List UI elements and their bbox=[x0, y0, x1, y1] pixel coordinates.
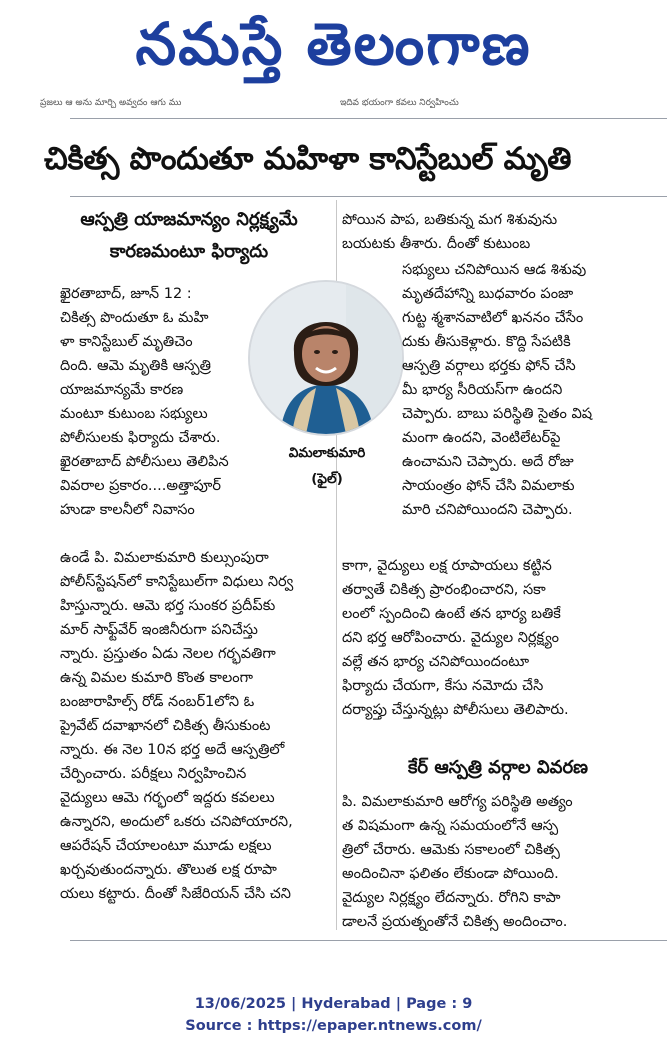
text-line: ఆపరేషన్ చేయాలంటూ మూడు లక్షలు bbox=[60, 838, 272, 854]
text-line: ఉండే పి. విమలాకుమారి కుల్సుంపురా bbox=[60, 550, 269, 566]
strip-text-right: ఇదివ భయంగా కవలు నిర్వహించు bbox=[340, 98, 459, 108]
text-line: లంలో స్పందించి ఉంటే తన భార్య బతికే bbox=[342, 606, 561, 622]
text-line: మృతదేహాన్ని బుధవారం పంజా bbox=[402, 286, 574, 302]
text-line: హుడా కాలనీలో నివాసం bbox=[60, 502, 195, 518]
footer-source-line: Source : https://epaper.ntnews.com/ bbox=[185, 1018, 482, 1034]
care-hospital-subheading: కేర్ ఆస్పత్రి వర్గాల వివరణ bbox=[407, 757, 589, 778]
photo-caption-file: (ఫైల్) bbox=[311, 471, 343, 487]
text-line: దుకు తీసుకెళ్లారు. కొద్ది సేపటికి bbox=[402, 334, 571, 350]
text-line: ఖైరతాబాద్ పోలీసులు తెలిపిన bbox=[60, 454, 229, 470]
text-line: చెప్పారు. బాబు పరిస్థితి సైతం విష bbox=[402, 406, 593, 422]
text-line: మార్ సాఫ్ట్‌వేర్ ఇంజినీరుగా పనిచేస్తు bbox=[60, 622, 258, 638]
text-line: బంజారాహిల్స్ రోడ్ నంబర్1లోని ఓ bbox=[60, 694, 255, 710]
text-line: న్నారు. ప్రస్తుతం ఏడు నెలల గర్భవతిగా bbox=[60, 646, 276, 662]
person-illustration bbox=[250, 282, 402, 434]
bottom-divider bbox=[70, 940, 667, 941]
text-line: ఆస్పత్రి వర్గాలు భర్తకు ఫోన్ చేసి bbox=[402, 358, 576, 374]
text-line: త విషమంగా ఉన్న సమయంలోనే ఆస్ప bbox=[342, 818, 559, 834]
left-subheading bbox=[44, 204, 334, 268]
text-line: అందించినా ఫలితం లేకుండా పోయింది. bbox=[342, 866, 559, 882]
text-line: ఫిర్యాదు చేయగా, కేసు నమోదు చేసి bbox=[342, 678, 544, 694]
text-line: వైద్యుల నిర్లక్ష్యం లేదన్నారు. రోగిని కాపా bbox=[342, 890, 561, 906]
text-line: పోలీసులకు ఫిర్యాదు చేశారు. bbox=[60, 430, 221, 446]
text-line: దింది. ఆమె మృతికి ఆస్పత్రి bbox=[60, 358, 211, 374]
top-divider bbox=[70, 118, 667, 119]
text-line: తర్వాతే చికిత్స ప్రారంభించారని, సకా bbox=[342, 582, 546, 598]
text-line: ఉన్న విమల కుమారి కొంత కాలంగా bbox=[60, 670, 253, 686]
text-line: వైద్యులు ఆమె గర్భంలో ఇద్దరు కవలలు bbox=[60, 790, 275, 806]
text-line: దని భర్త ఆరోపించారు. వైద్యుల నిర్లక్ష్యం bbox=[342, 630, 559, 646]
text-line: మారి చనిపోయిందని చెప్పారు. bbox=[402, 502, 573, 518]
right-column-full bbox=[342, 554, 654, 722]
masthead bbox=[0, 0, 667, 88]
subheading-line-1: ఆస్పత్రి యాజమాన్యం నిర్లక్ష్యమే bbox=[80, 209, 298, 230]
text-line: ళా కానిస్టేబుల్ మృతిచెం bbox=[60, 334, 193, 350]
strip-text-left: ప్రజలు ఆ అను మార్చి అవ్వదం ఆగు ము bbox=[40, 98, 182, 108]
headline-divider bbox=[70, 196, 667, 197]
text-line: బయటకు తీశారు. దీంతో కుటుంబ bbox=[342, 236, 531, 252]
text-line: గుట్ట శ్మశానవాటిలో ఖననం చేసేం bbox=[402, 310, 584, 326]
photo-caption-name: విమలాకుమారి bbox=[288, 445, 366, 461]
right-column-after bbox=[342, 790, 654, 934]
right-subheading-block bbox=[342, 752, 654, 784]
text-line: న్నారు. ఈ నెల 10న భర్త అదే ఆస్పత్రిలో bbox=[60, 742, 285, 758]
text-line: యాజమాన్యమే కారణ bbox=[60, 382, 184, 398]
text-line: మంగా ఉందని, వెంటిలేటర్‌పై bbox=[402, 430, 561, 446]
left-column-full bbox=[60, 546, 332, 906]
text-line: హిస్తున్నారు. ఆమె భర్త సుంకర ప్రదీప్‌కు bbox=[60, 598, 276, 614]
subheading-line-2: కారణమంటూ ఫిర్యాదు bbox=[109, 241, 269, 262]
text-line: కాగా, వైద్యులు లక్ష రూపాయలు కట్టిన bbox=[342, 558, 552, 574]
text-line: దర్యాప్తు చేస్తున్నట్లు పోలీసులు తెలిపారు. bbox=[342, 702, 569, 718]
text-line: సాయంత్రం ఫోన్ చేసి విమలాకు bbox=[402, 478, 575, 494]
text-line: వల్లే తన భార్య చనిపోయిందంటూ bbox=[342, 654, 530, 670]
text-line: సభ్యులు చనిపోయిన ఆడ శిశువు bbox=[402, 262, 587, 278]
text-line: ఖర్చవుతుందన్నారు. తొలుత లక్ష రూపా bbox=[60, 862, 277, 878]
text-line: పి. విమలాకుమారి ఆరోగ్య పరిస్థితి అత్యం bbox=[342, 794, 573, 810]
article-headline: చికిత్స పొందుతూ మహిళా కానిస్టేబుల్ మృతి bbox=[44, 141, 572, 177]
text-line: మంటూ కుటుంబ సభ్యులు bbox=[60, 406, 208, 422]
text-line: చికిత్స పొందుతూ ఓ మహి bbox=[60, 310, 209, 326]
text-line: చేర్పించారు. పరీక్షలు నిర్వహించిన bbox=[60, 766, 247, 782]
left-column-narrow bbox=[60, 282, 250, 522]
text-line: మీ భార్య సీరియస్‌గా ఉందని bbox=[402, 382, 563, 398]
text-line: వివరాల ప్రకారం....అత్తాపూర్ bbox=[60, 478, 221, 494]
right-column-narrow bbox=[402, 258, 654, 522]
text-line: ఉంచామని చెప్పారు. అదే రోజు bbox=[402, 454, 574, 470]
text-line: డాలనే ప్రయత్నంతోనే చికిత్స అందించాం. bbox=[342, 914, 568, 930]
photo-caption bbox=[268, 440, 386, 492]
text-line: ప్రైవేట్ దవాఖానలో చికిత్స తీసుకుంట bbox=[60, 718, 271, 734]
previous-article-strip bbox=[40, 96, 610, 112]
text-line: యలు కట్టారు. దీంతో సిజేరియన్ చేసి చని bbox=[60, 886, 291, 902]
text-line: త్రిలో చేరారు. ఆమెకు సకాలంలో చికిత్స bbox=[342, 842, 560, 858]
portrait-photo bbox=[248, 280, 404, 436]
right-column-top bbox=[342, 208, 654, 256]
text-line: పోలీస్‌స్టేషన్‌లో కానిస్టేబుల్‌గా విధులు నిర్వ bbox=[60, 574, 294, 590]
text-line: పోయిన పాప, బతికున్న మగ శిశువును bbox=[342, 212, 558, 228]
text-line: ఖైరతాబాద్, జూన్ 12 : bbox=[60, 286, 192, 302]
newspaper-title: నమస్తే తెలంగాణ bbox=[135, 10, 532, 78]
footer-date-line: 13/06/2025 | Hyderabad | Page : 9 bbox=[194, 996, 473, 1012]
text-line: ఉన్నారని, అందులో ఒకరు చనిపోయారని, bbox=[60, 814, 293, 830]
